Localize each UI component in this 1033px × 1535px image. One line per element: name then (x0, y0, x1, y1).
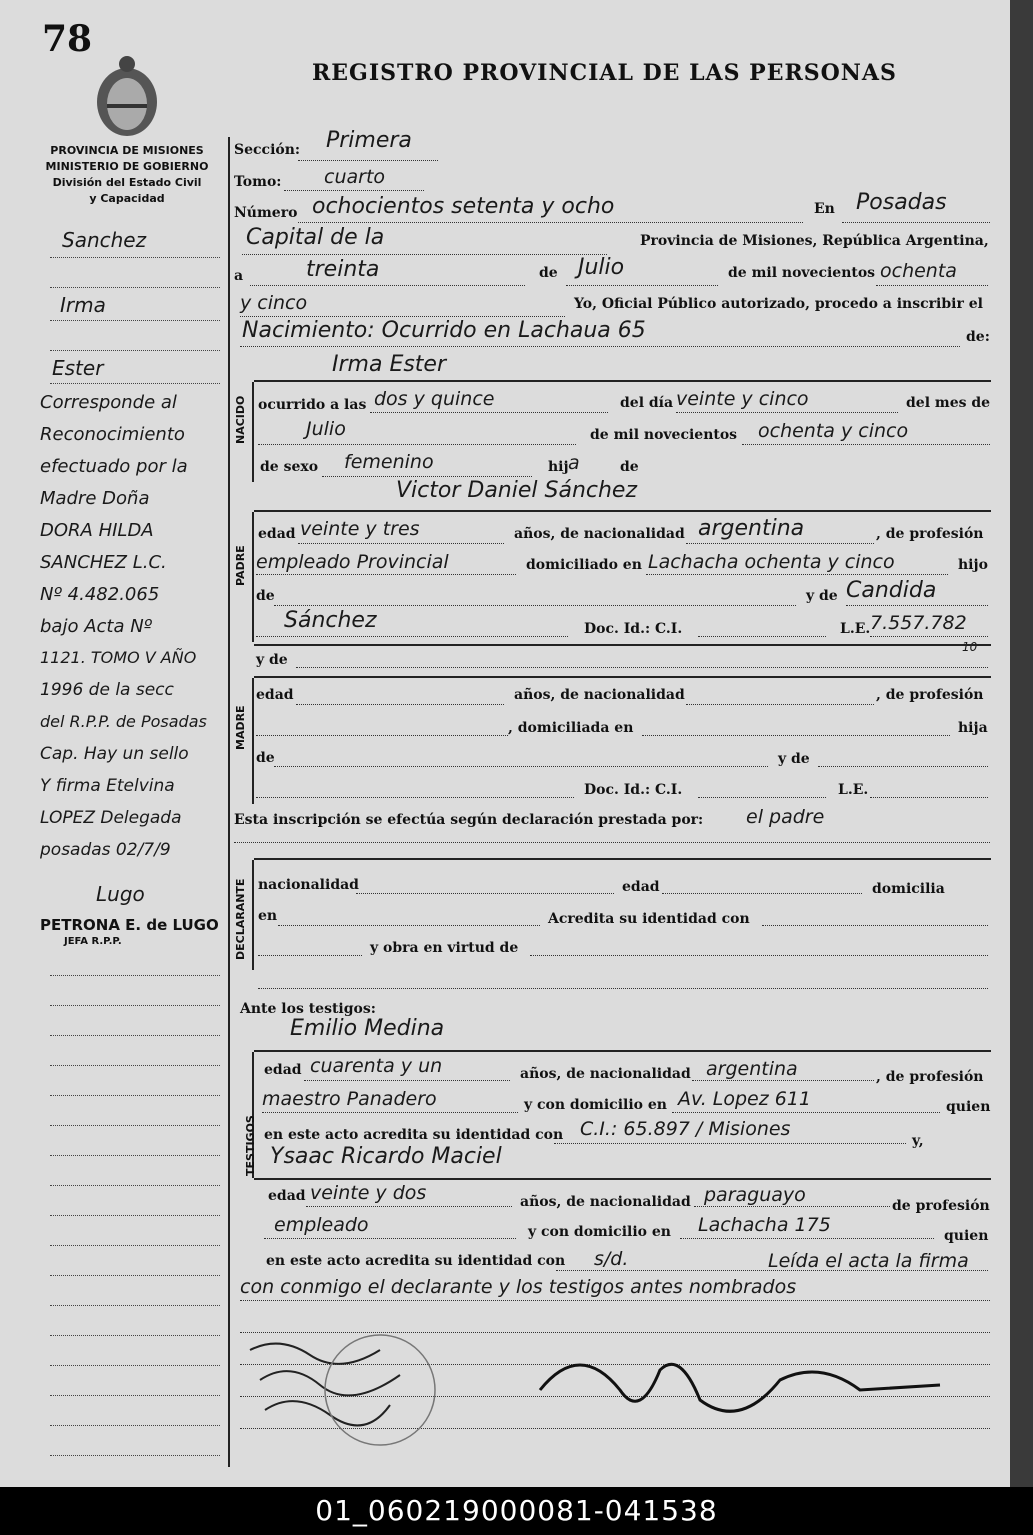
field-line (870, 797, 988, 798)
value-nombre: Irma Ester (332, 352, 447, 377)
field-line (256, 735, 508, 736)
label-y-de: y de (806, 588, 838, 604)
label-profesion: , de profesión (876, 526, 984, 542)
label-anos-nac-t1: años, de nacionalidad (520, 1066, 691, 1082)
value-anio: ochenta (880, 260, 957, 282)
field-line (676, 412, 898, 413)
value-padre-madre: Candida (846, 578, 937, 603)
margin-line (50, 1215, 220, 1216)
value-t2-prof: empleado (274, 1214, 369, 1236)
label-anos-nac: años, de nacionalidad (514, 526, 685, 542)
field-line (870, 636, 988, 637)
field-line (818, 766, 988, 767)
label-ocurrido: ocurrido a las (258, 397, 367, 413)
label-domicilia: domicilia (872, 881, 945, 897)
label-doc: Doc. Id.: C.I. (584, 621, 683, 637)
margin-line (50, 1275, 220, 1276)
section-testigos (240, 1052, 262, 1178)
label-doc-madre: Doc. Id.: C.I. (584, 782, 683, 798)
margin-line (50, 975, 220, 976)
label-oficial: Yo, Oficial Público autorizado, procedo a inscribir el (574, 296, 983, 312)
field-line (240, 346, 960, 347)
label-acredita-t2: en este acto acredita su identidad con (266, 1253, 566, 1269)
field-line (256, 574, 516, 575)
field-line (322, 476, 532, 477)
field-line (698, 636, 826, 637)
value-mes-nac: Julio (306, 418, 346, 440)
margin-line (50, 1455, 220, 1456)
label-profesion-madre: , de profesión (876, 687, 984, 703)
margin-note-line: Madre Doña (40, 488, 150, 509)
ministry-line: y Capacidad (89, 192, 165, 205)
value-padre-edad: veinte y tres (300, 518, 420, 540)
label-quien-t1: quien (946, 1099, 991, 1115)
label-del-mes: del mes de (906, 395, 991, 411)
margin-note-line: efectuado por la (40, 456, 188, 477)
field-line (296, 667, 988, 668)
margin-note-line: del R.P.P. de Posadas (40, 712, 207, 731)
coat-of-arms-icon (92, 52, 162, 140)
field-line (692, 1080, 874, 1081)
label-domiciliado: domiciliado en (526, 557, 642, 573)
field-line (680, 1238, 934, 1239)
registrar-stamp-title: JEFA R.P.P. (64, 936, 122, 947)
value-padre-nombre: Victor Daniel Sánchez (396, 478, 638, 503)
value-seccion: Primera (326, 128, 412, 153)
label-tomo: Tomo: (234, 174, 282, 190)
section-nacido (230, 382, 252, 482)
value-cierre-2: con conmigo el declarante y los testigos antes nombrados (240, 1276, 797, 1298)
field-line (762, 925, 988, 926)
field-line (256, 636, 568, 637)
field-line (240, 1300, 990, 1301)
label-en-decl: en (258, 908, 278, 924)
margin-line (50, 320, 220, 321)
label-obra: y obra en virtud de (370, 940, 519, 956)
field-line (298, 160, 438, 161)
section-testigos-label: TESTIGOS (244, 1115, 257, 1176)
value-t1-edad: cuarenta y un (310, 1055, 443, 1077)
field-line (530, 955, 988, 956)
margin-line (50, 1245, 220, 1246)
value-t1-ci: C.I.: 65.897 / Misiones (580, 1118, 791, 1140)
margin-line (50, 1335, 220, 1336)
section-rule (254, 644, 991, 646)
section-bar (252, 382, 254, 482)
ministry-header (22, 143, 232, 207)
value-hora: dos y quince (374, 388, 495, 410)
value-dia: treinta (306, 257, 380, 282)
value-t2-nac: paraguayo (704, 1184, 806, 1206)
section-bar (252, 860, 254, 970)
margin-line (50, 1425, 220, 1426)
label-y-de-2: y de (256, 652, 288, 668)
field-line (284, 190, 424, 191)
label-anos-nac-madre: años, de nacionalidad (514, 687, 685, 703)
margin-line (50, 1305, 220, 1306)
section-madre (230, 678, 252, 804)
value-anio-nac: ochenta y cinco (758, 420, 909, 442)
label-mil: de mil novecientos (728, 265, 876, 281)
field-line (256, 797, 574, 798)
page-number: 78 (42, 18, 93, 60)
section-nacido-label: NACIDO (234, 395, 247, 444)
margin-line (50, 257, 220, 258)
label-hija: hija (958, 720, 988, 736)
field-line (278, 925, 540, 926)
value-t1-dom: Av. Lopez 611 (678, 1088, 812, 1110)
label-edad-t2: edad (268, 1188, 306, 1204)
margin-line (50, 383, 220, 384)
label-profesion-t1: , de profesión (876, 1069, 984, 1085)
field-line (642, 735, 950, 736)
section-bar (252, 678, 254, 804)
label-de-3: de (256, 588, 275, 604)
value-t1-prof: maestro Panadero (262, 1088, 437, 1110)
value-padre-le-sub: 10 (962, 640, 978, 654)
value-padre-nac: argentina (698, 516, 805, 541)
margin-line (50, 350, 220, 351)
field-line (234, 842, 990, 843)
margin-note-line: posadas 02/7/9 (40, 840, 171, 860)
section-rule (254, 676, 991, 678)
label-y-de-madre: y de (778, 751, 810, 767)
margin-note-line: DORA HILDA (40, 520, 154, 541)
label-y: y, (912, 1133, 924, 1149)
margin-note-line: bajo Acta Nº (40, 616, 153, 637)
margin-second-name: Ester (52, 356, 104, 380)
ministry-line: MINISTERIO DE GOBIERNO (45, 160, 209, 173)
field-line (662, 893, 862, 894)
margin-note-line: SANCHEZ L.C. (40, 552, 167, 573)
field-line (296, 704, 504, 705)
section-rule (254, 510, 991, 512)
field-line (356, 893, 614, 894)
field-line (876, 285, 988, 286)
label-numero: Número (234, 205, 298, 221)
label-de-colon: de: (966, 329, 990, 345)
label-profesion-t2: de profesión (892, 1198, 990, 1214)
margin-line (50, 1395, 220, 1396)
page-edge (1010, 0, 1033, 1487)
value-dia-nac: veinte y cinco (676, 388, 809, 410)
field-line (298, 222, 803, 223)
label-seccion: Sección: (234, 142, 301, 158)
page-title: REGISTRO PROVINCIAL DE LAS PERSONAS (312, 60, 897, 86)
label-de: de (539, 265, 558, 281)
image-id-footer: 01_060219000081-041538 (0, 1487, 1033, 1535)
label-le: L.E. (840, 621, 871, 637)
label-provincia: Provincia de Misiones, República Argentina, (640, 233, 989, 249)
section-declarante-label: DECLARANTE (234, 878, 247, 960)
margin-line (50, 1005, 220, 1006)
label-edad-t1: edad (264, 1062, 302, 1078)
label-domicilio-t2: y con domicilio en (528, 1224, 671, 1240)
label-acredita: Acredita su identidad con (548, 911, 750, 927)
field-line (274, 766, 768, 767)
margin-note-line: Nº 4.482.065 (40, 584, 160, 605)
margin-note-line: 1121. TOMO V AÑO (40, 648, 197, 667)
field-line (262, 1112, 518, 1113)
section-rule (254, 1050, 991, 1052)
value-tomo: cuarto (324, 166, 386, 188)
field-line (258, 988, 988, 989)
ministry-line: PROVINCIA DE MISIONES (50, 144, 204, 157)
section-padre (230, 512, 252, 642)
section-padre-label: PADRE (234, 545, 247, 586)
label-edad: edad (258, 526, 296, 542)
value-padre-dom: Lachacha ochenta y cinco (648, 551, 895, 573)
value-numero: ochocientos setenta y ocho (312, 194, 615, 219)
margin-line (50, 1125, 220, 1126)
field-line (250, 285, 525, 286)
value-anio2: y cinco (240, 292, 308, 314)
label-anos-nac-t2: años, de nacionalidad (520, 1194, 691, 1210)
value-nacimiento: Nacimiento: Ocurrido en Lachaua 65 (242, 318, 646, 343)
margin-signature: Lugo (96, 882, 145, 906)
section-bar (252, 512, 254, 642)
value-padre-le: 7.557.782 (870, 612, 967, 634)
value-declarante: el padre (746, 806, 825, 828)
value-t2-dom: Lachacha 175 (698, 1214, 831, 1236)
value-testigo1: Emilio Medina (290, 1016, 445, 1041)
value-hij-suffix: a (568, 452, 580, 474)
label-edad-madre: edad (256, 687, 294, 703)
field-line (686, 543, 874, 544)
section-rule (254, 380, 991, 382)
label-del-dia: del día (620, 395, 674, 411)
margin-line (50, 1095, 220, 1096)
margin-line (50, 1365, 220, 1366)
field-line (698, 797, 826, 798)
field-line (846, 605, 988, 606)
label-le-madre: L.E. (838, 782, 869, 798)
field-line (646, 574, 948, 575)
label-hij: hij (548, 459, 569, 475)
label-acredita-t1: en este acto acredita su identidad con (264, 1127, 564, 1143)
field-line (274, 605, 796, 606)
registrar-stamp: PETRONA E. de LUGO (40, 916, 219, 934)
label-hijo: hijo (958, 557, 988, 573)
label-inscripcion: Esta inscripción se efectúa según declaración prestada por: (234, 812, 704, 828)
field-line (566, 285, 718, 286)
label-ante: Ante los testigos: (240, 1001, 376, 1017)
label-a: a (234, 268, 244, 284)
value-cierre-1: Leída el acta la firma (768, 1250, 969, 1272)
value-t2-ci: s/d. (594, 1248, 629, 1270)
label-nacionalidad: nacionalidad (258, 877, 359, 893)
margin-line (50, 1185, 220, 1186)
field-line (694, 1206, 890, 1207)
section-rule (254, 858, 991, 860)
field-line (686, 704, 874, 705)
margin-note-line: LOPEZ Delegada (40, 808, 182, 828)
value-t1-nac: argentina (706, 1058, 798, 1080)
ministry-line: División del Estado Civil (52, 176, 202, 189)
field-line (242, 254, 607, 255)
margin-note-line: 1996 de la secc (40, 680, 174, 700)
field-line (258, 955, 362, 956)
margin-note-line: Y firma Etelvina (40, 776, 175, 796)
field-line (742, 444, 990, 445)
label-de-2: de (620, 459, 639, 475)
label-domicilio-t1: y con domicilio en (524, 1097, 667, 1113)
label-quien-t2: quien (944, 1228, 989, 1244)
value-sexo: femenino (344, 451, 434, 473)
value-t2-edad: veinte y dos (310, 1182, 427, 1204)
value-capital: Capital de la (246, 225, 385, 250)
section-madre-label: MADRE (234, 705, 247, 750)
field-line (240, 316, 565, 317)
label-edad-decl: edad (622, 879, 660, 895)
label-mil-2: de mil novecientos (590, 427, 738, 443)
field-line (264, 1238, 516, 1239)
value-mes: Julio (578, 255, 625, 280)
label-sexo: de sexo (260, 459, 319, 475)
field-line (842, 222, 990, 223)
field-line (258, 444, 576, 445)
margin-line (50, 1035, 220, 1036)
field-line (370, 412, 608, 413)
margin-line (50, 1065, 220, 1066)
margin-first-name: Irma (60, 293, 106, 317)
signatures-icon (240, 1330, 960, 1470)
value-padre-apellido: Sánchez (284, 608, 377, 633)
margin-surname: Sanchez (62, 228, 147, 252)
field-line (304, 1080, 510, 1081)
section-declarante (230, 860, 252, 970)
margin-note-line: Corresponde al (40, 392, 177, 413)
margin-line (50, 1155, 220, 1156)
margin-note-line: Reconocimiento (40, 424, 185, 445)
margin-line (50, 287, 220, 288)
label-de-madre: de (256, 750, 275, 766)
label-en: En (814, 201, 835, 217)
value-padre-prof: empleado Provincial (256, 551, 449, 573)
section-rule (254, 1178, 991, 1180)
margin-note-line: Cap. Hay un sello (40, 744, 189, 764)
value-testigo2: Ysaac Ricardo Maciel (270, 1144, 502, 1169)
field-line (672, 1112, 940, 1113)
field-line (298, 543, 504, 544)
label-domiciliada: , domiciliada en (508, 720, 634, 736)
field-line (306, 1206, 512, 1207)
field-line (554, 1143, 906, 1144)
value-lugar: Posadas (856, 190, 947, 215)
